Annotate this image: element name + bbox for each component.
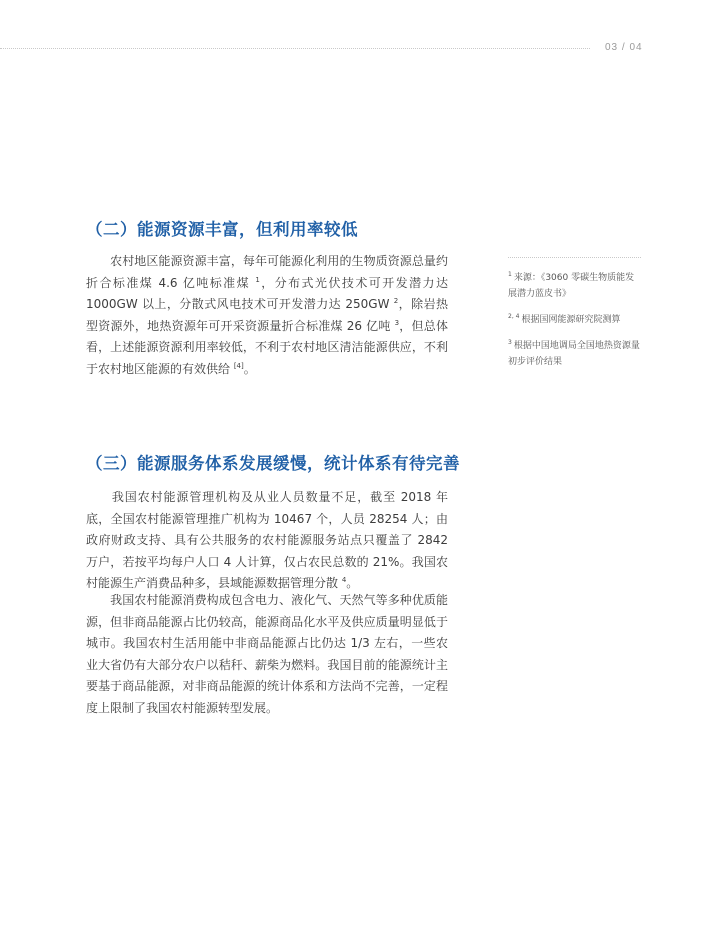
footnote-text: 根据中国地调局全国地热资源量初步评价结果: [508, 341, 640, 367]
sidebar-footnotes: [508, 257, 641, 380]
paragraph-text: ，除岩热型资源外，地热资源年可开采资源量折合标准煤 26 亿吨: [86, 297, 448, 333]
footnote-reference: [4]: [233, 361, 244, 370]
paragraph-text: ，但总体看，上述能源资源利用率较低，不利于农村地区清洁能源供应，不利于农村地区能源的有效供给: [86, 318, 448, 376]
footnote-reference: 2: [393, 297, 399, 305]
section-2-heading: （二）能源资源丰富，但利用率较低: [86, 220, 358, 239]
paragraph-text: 农村地区能源资源丰富，每年可能源化利用的生物质资源总量约折合标准煤 4.6 亿吨标准煤: [86, 254, 448, 290]
footnote: [508, 270, 641, 302]
paragraph-text: 。: [346, 576, 359, 590]
paragraph-text: 我国农村能源消费构成包含电力、液化气、天然气等多种优质能源，但非商品能源占比仍较高，能源商品化水平及供应质量明显低于城市。我国农村生活用能中非商品能源占比仍达 1/3 左右，一些农业大省仍有大部分农户以秸秆、薪柴为燃料。我国目前的能源统计主要基于商品能源，对非商品能源的统计体系和方法尚不完善，一定程度上限制了我国农村能源转型发展。: [86, 593, 448, 715]
footnote-reference: 3: [394, 318, 400, 327]
footnote-reference: 1: [255, 275, 260, 284]
footnote-reference: 4: [341, 576, 347, 584]
footnote: [508, 338, 641, 370]
footnote-mark: 1: [508, 271, 512, 278]
paragraph-text: 。: [243, 361, 256, 376]
footnote-mark: 2, 4: [508, 313, 520, 320]
paragraph-text: 我国农村能源管理机构及从业人员数量不足，截至 2018 年底，全国农村能源管理推广机构为 10467 个，人员 28254 人；由政府财政支持、具有公共服务的农村能源服务站点只覆盖了 2842 万户，若按平均每户人口 4 人计算，仅占农民总数的 21%。我国农村能源生产消费品种多，县域能源数据管理分散: [86, 490, 448, 590]
section-3-paragraph-1: [86, 487, 448, 595]
paragraph-text: ，分布式光伏技术可开发潜力达 1000GW 以上，分散式风电技术可开发潜力达 250GW: [86, 275, 448, 311]
footnote: [508, 312, 641, 328]
footnote-mark: 3: [508, 339, 512, 346]
section-2-paragraph: [86, 251, 448, 380]
section-3-heading: （三）能源服务体系发展缓慢，统计体系有待完善: [86, 454, 460, 473]
page-indicator: 03 / 04: [605, 42, 643, 53]
footnote-text: 根据国网能源研究院测算: [521, 315, 621, 325]
footnote-text: 来源：《3060 零碳生物质能发展潜力蓝皮书》: [508, 273, 635, 299]
section-3-paragraph-2: [86, 590, 448, 719]
header-dotted-rule: [0, 48, 590, 49]
